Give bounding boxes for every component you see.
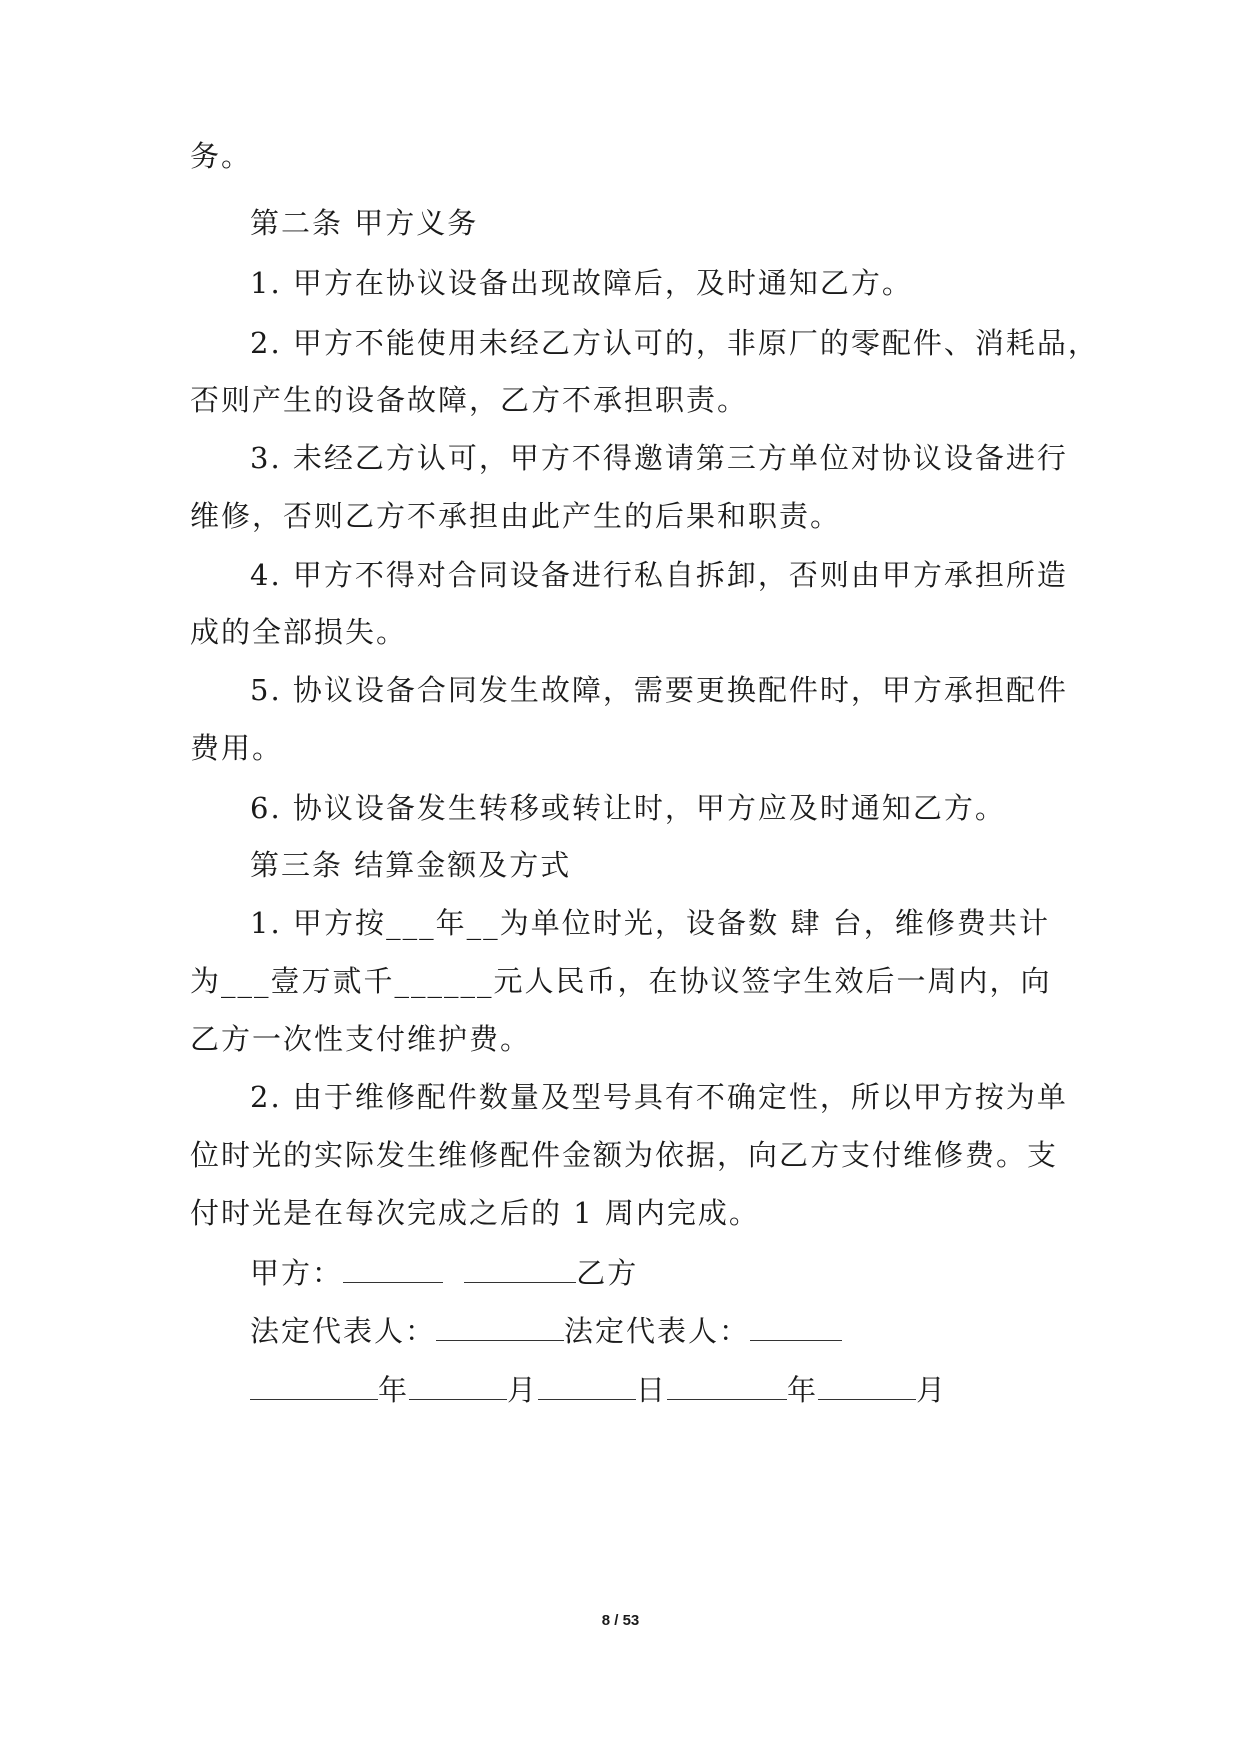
paragraph-line: 为___壹万贰千______元人民币，在协议签字生效后一周内，向 [190,964,1052,998]
date-b-year-blank [667,1369,787,1400]
article-heading: 第三条 结算金额及方式 [250,848,572,882]
party-b-blank [464,1252,576,1283]
signature-date-line [250,1369,1050,1410]
article-heading: 第二条 甲方义务 [250,206,479,240]
page-number: 8 / 53 [601,1612,640,1629]
date-b-month-blank [818,1369,916,1400]
paragraph-line: 否则产生的设备故障，乙方不承担职责。 [190,383,749,417]
year-label: 年 [378,1373,410,1407]
day-label: 日 [636,1373,668,1407]
paragraph-line: 5. 协议设备合同发生故障，需要更换配件时，甲方承担配件 [250,673,1068,707]
paragraph-line: 乙方一次性支付维护费。 [190,1022,532,1056]
paragraph-line: 位时光的实际发生维修配件金额为依据，向乙方支付维修费。支 [190,1138,1059,1172]
paragraph-line: 2. 甲方不能使用未经乙方认可的，非原厂的零配件、消耗品， [250,326,1099,360]
party-a-label: 甲方： [250,1256,344,1290]
paragraph-line: 3. 未经乙方认可，甲方不得邀请第三方单位对协议设备进行 [250,441,1068,475]
paragraph-line: 成的全部损失。 [190,615,408,649]
party-b-label: 乙方 [576,1256,639,1290]
signature-representative-line [250,1310,1050,1351]
party-a-blank [343,1252,443,1283]
date-a-year-blank [250,1369,378,1400]
paragraph-line: 务。 [190,139,253,173]
rep-b-blank [750,1310,842,1341]
paragraph-line: 2. 由于维修配件数量及型号具有不确定性，所以甲方按为单 [250,1080,1068,1114]
year-label: 年 [787,1373,819,1407]
date-a-day-blank [538,1369,636,1400]
paragraph-line: 1. 甲方按___年__为单位时光，设备数 肆 台，维修费共计 [250,906,1050,940]
rep-b-label: 法定代表人： [564,1314,751,1348]
date-a-month-blank [409,1369,507,1400]
month-label: 月 [507,1373,539,1407]
paragraph-line: 付时光是在每次完成之后的 1 周内完成。 [190,1196,760,1230]
paragraph-line: 维修，否则乙方不承担由此产生的后果和职责。 [190,499,842,533]
paragraph-line: 4. 甲方不得对合同设备进行私自拆卸，否则由甲方承担所造 [250,558,1068,592]
paragraph-line: 1. 甲方在协议设备出现故障后，及时通知乙方。 [250,266,913,300]
signature-party-line [250,1252,1050,1293]
paragraph-line: 费用。 [190,731,284,765]
rep-a-blank [436,1310,564,1341]
rep-a-label: 法定代表人： [250,1314,437,1348]
month-label: 月 [916,1373,948,1407]
paragraph-line: 6. 协议设备发生转移或转让时，甲方应及时通知乙方。 [250,791,1006,825]
